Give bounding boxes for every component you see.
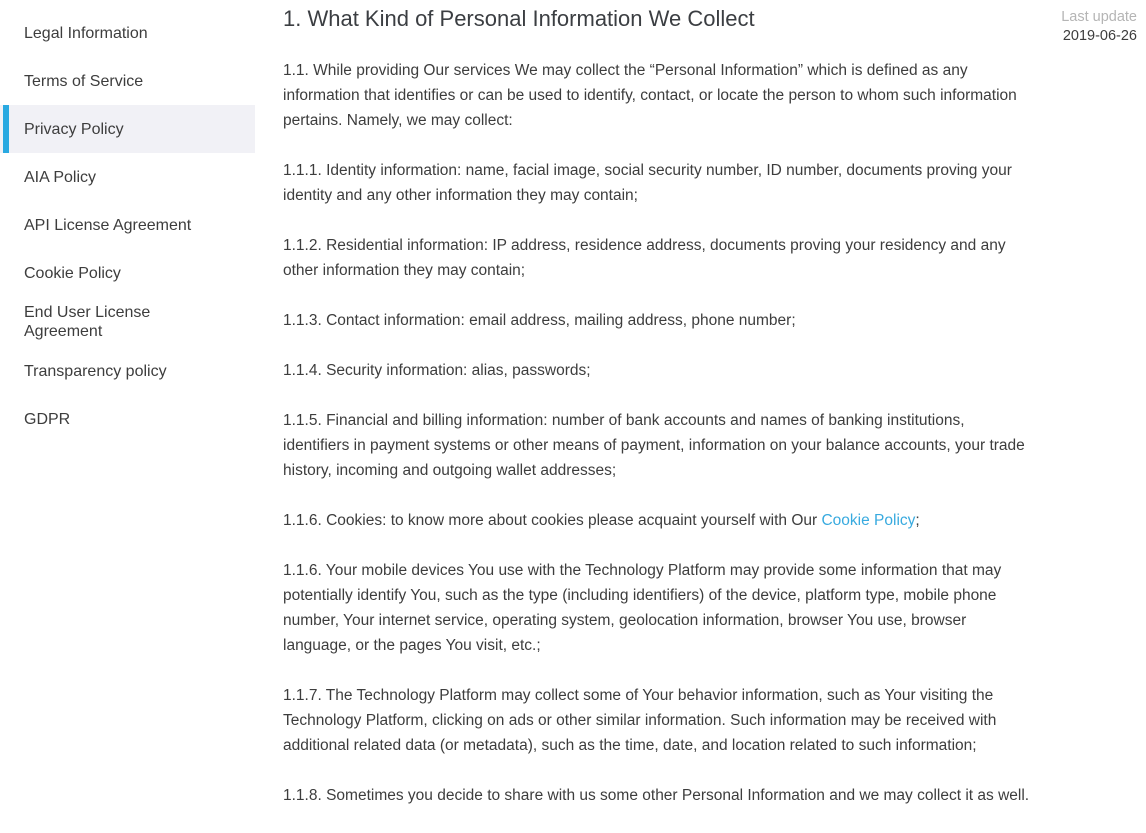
- legal-nav-sidebar: [0, 0, 255, 443]
- privacy-policy-content: [283, 0, 1033, 808]
- policy-paragraph-1-1: 1.1. While providing Our services We may collect the “Personal Information” which is defined as any information that identifies or can be used to identify, contact, or locate the person to whom such information pertains. Namely, we may collect:: [283, 62, 1017, 129]
- policy-paragraph-1-1-4: 1.1.4. Security information: alias, passwords;: [283, 362, 591, 379]
- sidebar-item-end-user-license-agreement[interactable]: [0, 297, 255, 347]
- sidebar-item-label: Cookie Policy: [24, 264, 121, 282]
- sidebar-item-legal-information[interactable]: [0, 9, 255, 57]
- policy-paragraph-1-1-6-devices: 1.1.6. Your mobile devices You use with the Technology Platform may provide some information that may potentially identify You, such as the type (including identifiers) of the device, platform type, mobile phone number, Your internet service, operating system, geolocation information, browser You use, browser language, or the pages You visit, etc.;: [283, 562, 1002, 654]
- last-update-label: Last update: [1061, 9, 1137, 25]
- page-title: 1. What Kind of Personal Information We Collect: [283, 6, 755, 31]
- sidebar-item-label: Privacy Policy: [24, 120, 124, 138]
- policy-paragraph-1-1-6-cookies: [283, 508, 1033, 533]
- sidebar-item-label: Terms of Service: [24, 72, 144, 90]
- paragraph-text: 1.1.6. Cookies: to know more about cookies please acquaint yourself with Our: [283, 512, 822, 529]
- policy-text: [283, 58, 1033, 808]
- policy-paragraph-1-1-8: 1.1.8. Sometimes you decide to share with us some other Personal Information and we may collect it as well.: [283, 787, 1030, 804]
- policy-paragraph-1-1-7: 1.1.7. The Technology Platform may collect some of Your behavior information, such as Your visiting the Technology Platform, clicking on ads or other similar information. Such information may be received with additional related data (or metadata), such as the time, date, and location related to such information;: [283, 687, 997, 754]
- sidebar-item-label: GDPR: [24, 410, 71, 428]
- sidebar-item-label: Legal Information: [24, 24, 148, 42]
- sidebar-item-cookie-policy[interactable]: [0, 249, 255, 297]
- sidebar-item-label: Transparency policy: [24, 362, 167, 380]
- sidebar-item-label: End User License Agreement: [24, 304, 151, 340]
- sidebar-item-privacy-policy[interactable]: [0, 105, 255, 153]
- sidebar-item-api-license-agreement[interactable]: [0, 201, 255, 249]
- policy-paragraph-1-1-2: 1.1.2. Residential information: IP address, residence address, documents proving your residency and any other information they may contain;: [283, 237, 1006, 279]
- last-update: [1061, 8, 1137, 46]
- policy-paragraph-1-1-3: 1.1.3. Contact information: email address, mailing address, phone number;: [283, 312, 796, 329]
- sidebar-item-aia-policy[interactable]: [0, 153, 255, 201]
- policy-paragraph-1-1-1: 1.1.1. Identity information: name, facial image, social security number, ID number, documents proving your identity and any other information they may contain;: [283, 162, 1012, 204]
- sidebar-item-transparency-policy[interactable]: [0, 347, 255, 395]
- sidebar-item-terms-of-service[interactable]: [0, 57, 255, 105]
- sidebar-item-label: AIA Policy: [24, 168, 97, 186]
- policy-paragraph-1-1-5: 1.1.5. Financial and billing information: number of bank accounts and names of banking institutions, identifiers in payment systems or other means of payment, information on your balance accounts, your trade history, incoming and outgoing wallet addresses;: [283, 412, 1025, 479]
- paragraph-text: ;: [915, 512, 920, 529]
- last-update-date: 2019-06-26: [1062, 28, 1137, 44]
- sidebar-item-gdpr[interactable]: [0, 395, 255, 443]
- cookie-policy-link[interactable]: Cookie Policy: [821, 512, 916, 529]
- sidebar-item-label: API License Agreement: [24, 216, 192, 234]
